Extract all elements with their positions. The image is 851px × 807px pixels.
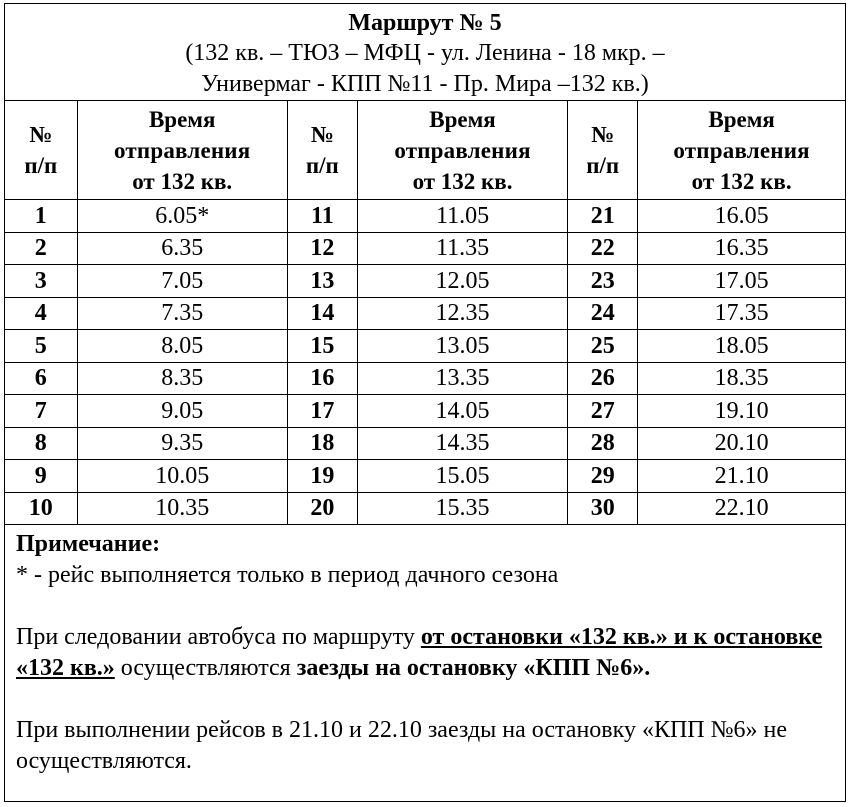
trip-number-cell: 21 — [568, 200, 638, 233]
route-title: Маршрут № 5 — [348, 10, 502, 36]
departure-time-cell: 6.35 — [77, 232, 287, 265]
departure-time-cell: 16.05 — [638, 200, 845, 233]
departure-time-cell: 10.35 — [77, 492, 287, 525]
trip-number-cell: 18 — [287, 427, 357, 460]
column-header-time: Время отправления от 132 кв. — [77, 101, 287, 200]
trip-number-cell: 6 — [5, 362, 77, 395]
departure-time-cell: 8.35 — [77, 362, 287, 395]
table-row — [5, 200, 845, 233]
table-header-row — [5, 101, 845, 200]
departure-time-cell: 13.35 — [357, 362, 567, 395]
column-header-time: Время отправления от 132 кв. — [638, 101, 845, 200]
late-trips-note: При выполнении рейсов в 21.10 и 22.10 заезды на остановку «КПП №6» не осуществляются. — [16, 717, 788, 774]
departure-time-cell: 9.35 — [77, 427, 287, 460]
table-row — [5, 460, 845, 493]
table-row — [5, 492, 845, 525]
departure-time-cell: 12.05 — [357, 265, 567, 298]
footnote-text: * - рейс выполняется только в период дачного сезона — [16, 562, 559, 588]
trip-number-cell: 14 — [287, 297, 357, 330]
departure-time-cell: 17.05 — [638, 265, 845, 298]
trip-number-cell: 10 — [5, 492, 77, 525]
trip-number-cell: 30 — [568, 492, 638, 525]
trip-number-cell: 29 — [568, 460, 638, 493]
departure-time-cell: 10.05 — [77, 460, 287, 493]
table-row — [5, 362, 845, 395]
trip-number-cell: 15 — [287, 330, 357, 363]
title-block — [5, 4, 845, 101]
trip-number-cell: 9 — [5, 460, 77, 493]
departure-time-cell: 18.05 — [638, 330, 845, 363]
column-header-number: № п/п — [5, 101, 77, 200]
stop-detour-note: При следовании автобуса по маршруту от остановки «132 кв.» и к остановке «132 кв.» осуществляются заезды на остановку «КПП №6». — [16, 624, 823, 681]
trip-number-cell: 28 — [568, 427, 638, 460]
trip-number-cell: 17 — [287, 395, 357, 428]
departure-time-cell: 11.35 — [357, 232, 567, 265]
trip-number-cell: 19 — [287, 460, 357, 493]
table-row — [5, 427, 845, 460]
departure-time-cell: 14.05 — [357, 395, 567, 428]
trip-number-cell: 8 — [5, 427, 77, 460]
trip-number-cell: 22 — [568, 232, 638, 265]
trip-number-cell: 27 — [568, 395, 638, 428]
departure-time-cell: 14.35 — [357, 427, 567, 460]
table-row — [5, 330, 845, 363]
trip-number-cell: 16 — [287, 362, 357, 395]
trip-number-cell: 5 — [5, 330, 77, 363]
departure-time-cell: 20.10 — [638, 427, 845, 460]
trip-number-cell: 20 — [287, 492, 357, 525]
departure-time-cell: 15.05 — [357, 460, 567, 493]
departure-time-cell: 7.35 — [77, 297, 287, 330]
departure-time-cell: 9.05 — [77, 395, 287, 428]
departure-time-cell: 8.05 — [77, 330, 287, 363]
column-header-time: Время отправления от 132 кв. — [357, 101, 567, 200]
departure-time-cell: 18.35 — [638, 362, 845, 395]
departure-time-cell: 12.35 — [357, 297, 567, 330]
notes-section — [5, 525, 845, 777]
trip-number-cell: 26 — [568, 362, 638, 395]
departure-time-cell: 22.10 — [638, 492, 845, 525]
departure-time-cell: 13.05 — [357, 330, 567, 363]
trip-number-cell: 1 — [5, 200, 77, 233]
table-row — [5, 265, 845, 298]
departure-time-cell: 15.35 — [357, 492, 567, 525]
trip-number-cell: 12 — [287, 232, 357, 265]
schedule-document — [4, 3, 846, 802]
trip-number-cell: 13 — [287, 265, 357, 298]
trip-number-cell: 2 — [5, 232, 77, 265]
trip-number-cell: 23 — [568, 265, 638, 298]
trip-number-cell: 4 — [5, 297, 77, 330]
route-stops-line-2: Универмаг - КПП №11 - Пр. Мира –132 кв.) — [201, 71, 649, 97]
column-header-number: № п/п — [568, 101, 638, 200]
departure-time-cell: 16.35 — [638, 232, 845, 265]
table-row — [5, 232, 845, 265]
departure-time-cell: 21.10 — [638, 460, 845, 493]
departure-time-cell: 7.05 — [77, 265, 287, 298]
trip-number-cell: 11 — [287, 200, 357, 233]
table-row — [5, 395, 845, 428]
departure-time-cell: 11.05 — [357, 200, 567, 233]
trip-number-cell: 3 — [5, 265, 77, 298]
column-header-number: № п/п — [287, 101, 357, 200]
trip-number-cell: 25 — [568, 330, 638, 363]
table-row — [5, 297, 845, 330]
route-stops-line-1: (132 кв. – ТЮЗ – МФЦ - ул. Ленина - 18 мкр. – — [185, 40, 665, 66]
departure-time-cell: 17.35 — [638, 297, 845, 330]
departure-time-cell: 6.05* — [77, 200, 287, 233]
trip-number-cell: 24 — [568, 297, 638, 330]
departure-time-cell: 19.10 — [638, 395, 845, 428]
schedule-table — [5, 101, 845, 525]
trip-number-cell: 7 — [5, 395, 77, 428]
notes-title: Примечание: — [16, 531, 161, 557]
